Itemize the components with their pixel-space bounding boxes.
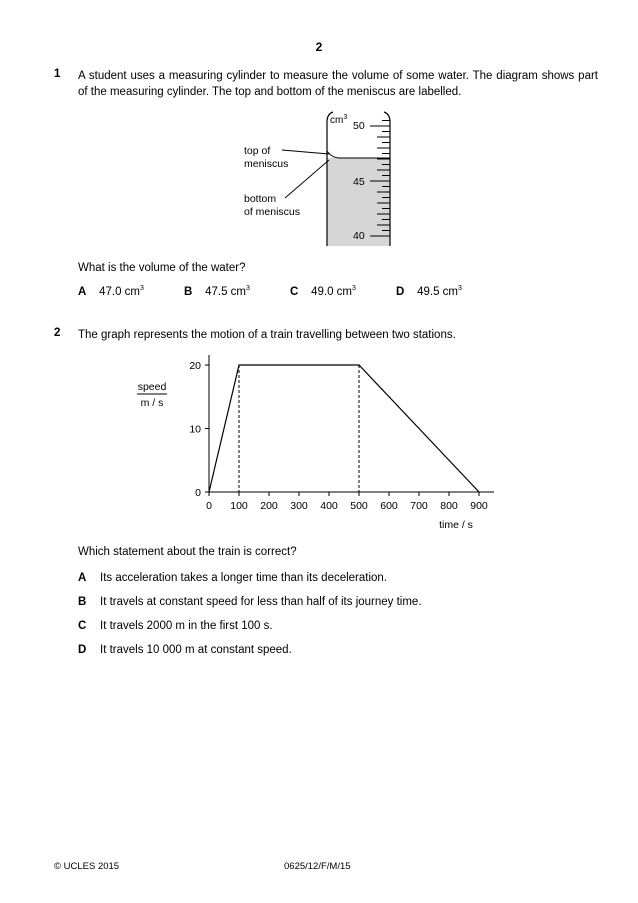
pointer-top-meniscus <box>282 150 329 154</box>
question-2-prompt: Which statement about the train is correct? <box>78 546 297 558</box>
x-tick-label: 0 <box>206 500 212 512</box>
option-letter: B <box>78 596 87 608</box>
option-letter: C <box>290 286 299 298</box>
question-1-number: 1 <box>54 68 61 80</box>
option-unit-sup: 3 <box>246 285 250 293</box>
scale-label-40: 40 <box>353 230 365 242</box>
pointer-bottom-meniscus <box>285 160 329 198</box>
label-bottom-meniscus-line2: of meniscus <box>244 206 301 218</box>
y-tick-label: 0 <box>195 487 201 499</box>
option-letter: A <box>78 572 87 584</box>
option-text: Its acceleration takes a longer time than its deceleration. <box>100 572 388 584</box>
option-value: 47.5 cm <box>205 286 247 298</box>
option-text: It travels 2000 m in the first 100 s. <box>100 620 273 632</box>
x-tick-label: 800 <box>440 500 458 512</box>
footer-copyright: © UCLES 2015 <box>54 861 120 872</box>
x-tick-label: 100 <box>230 500 248 512</box>
y-axis-label-top: speed <box>137 381 167 393</box>
question-1-text: A student uses a measuring cylinder to measure the volume of some water. The diagram shows part of the measuring cylinder. The top and bottom of the meniscus are labelled. <box>78 70 598 98</box>
x-tick-label: 300 <box>290 500 308 512</box>
option-letter: B <box>184 286 193 298</box>
option-text: It travels at constant speed for less than half of its journey time. <box>100 596 422 608</box>
y-axis-label-bottom: m / s <box>140 397 164 409</box>
y-tick-label: 10 <box>189 423 201 436</box>
option-letter: C <box>78 620 87 632</box>
speed-time-line <box>209 365 479 492</box>
option-value: 49.5 cm <box>417 286 459 298</box>
question-1-prompt: What is the volume of the water? <box>78 262 246 274</box>
option-text: It travels 10 000 m at constant speed. <box>100 644 292 656</box>
x-tick-label: 700 <box>410 500 428 512</box>
x-tick-label: 600 <box>380 500 398 512</box>
q1-option-a[interactable] <box>78 286 144 298</box>
question-2-text: The graph represents the motion of a train travelling between two stations. <box>78 329 456 341</box>
label-top-meniscus-line1: top of <box>244 145 271 157</box>
label-bottom-meniscus-line1: bottom <box>244 193 277 205</box>
option-unit-sup: 3 <box>458 285 462 293</box>
option-value: 49.0 cm <box>311 286 353 298</box>
option-unit-sup: 3 <box>140 285 144 293</box>
speed-time-graph <box>120 350 520 540</box>
measuring-cylinder-diagram <box>230 108 410 248</box>
meniscus-curve <box>327 151 390 158</box>
cylinder-unit: $cm^3$ <box>330 114 348 126</box>
option-letter: D <box>396 286 405 298</box>
page-number: 2 <box>315 40 323 54</box>
y-tick-label: 20 <box>189 360 201 372</box>
x-tick-label: 200 <box>260 500 278 512</box>
x-tick-label: 500 <box>350 500 368 512</box>
option-unit-sup: 3 <box>352 285 356 293</box>
label-top-meniscus-line2: meniscus <box>244 158 289 170</box>
option-letter: A <box>78 286 87 298</box>
footer-paper-code: 0625/12/F/M/15 <box>284 861 351 872</box>
x-tick-label: 400 <box>320 500 338 512</box>
x-axis-label: time / s <box>439 519 473 531</box>
scale-label-50: 50 <box>353 120 365 132</box>
option-value: 47.0 cm <box>99 286 141 298</box>
question-2-number: 2 <box>54 327 61 339</box>
q1-option-c[interactable] <box>290 286 356 298</box>
scale-label-45: 45 <box>353 176 365 188</box>
option-letter: D <box>78 644 87 656</box>
q1-option-b[interactable] <box>184 286 250 298</box>
q1-option-d[interactable] <box>396 286 462 298</box>
x-tick-label: 900 <box>470 500 488 512</box>
